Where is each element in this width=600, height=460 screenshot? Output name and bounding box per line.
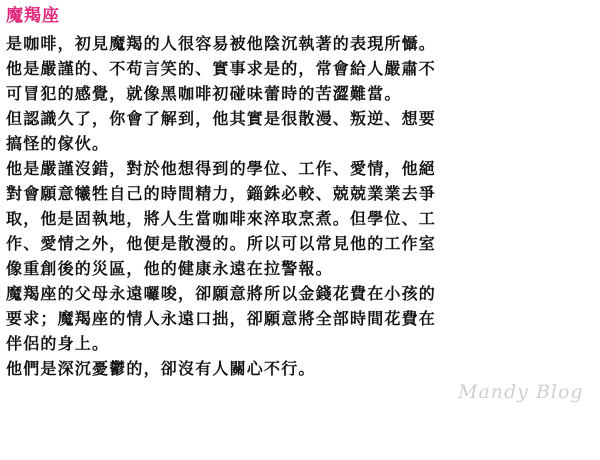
watermark: Mandy Blog: [458, 381, 584, 403]
text-line: 伴侶的身上。: [6, 334, 110, 353]
text-line: 可冒犯的感覺，就像黑咖啡初碰味蕾時的苦澀難當。: [6, 84, 402, 103]
text-line: 他是嚴謹的、不苟言笑的、實事求是的，常會給人嚴肅不: [6, 59, 437, 78]
text-line: 對會願意犧牲自己的時間精力，錙銖必較、兢兢業業去爭: [6, 184, 437, 203]
heading-capricorn: 魔羯座: [6, 6, 60, 26]
text-line: 魔羯座的父母永遠囉唆，卻願意將所以金錢花費在小孩的: [6, 284, 437, 303]
text-line: 他是嚴謹沒錯，對於他想得到的學位、工作、愛情，他絕: [6, 159, 437, 178]
text-line: 作、愛情之外，他便是散漫的。所以可以常見他的工作室: [6, 234, 437, 253]
text-line: 他們是深沉憂鬱的，卻沒有人關心不行。: [6, 359, 316, 378]
text-line: 像重創後的災區，他的健康永遠在拉警報。: [6, 259, 333, 278]
text-line: 搞怪的傢伙。: [6, 134, 110, 153]
text-line: 是咖啡，初見魔羯的人很容易被他陰沉執著的表現所懾。: [6, 34, 437, 53]
text-line: 要求；魔羯座的情人永遠口拙，卻願意將全部時間花費在: [6, 309, 437, 328]
body-text: [6, 31, 596, 381]
text-line: 取，他是固執地，將人生當咖啡來淬取烹煮。但學位、工: [6, 209, 437, 228]
text-line: 但認識久了，你會了解到，他其實是很散漫、叛逆、想要: [6, 109, 437, 128]
